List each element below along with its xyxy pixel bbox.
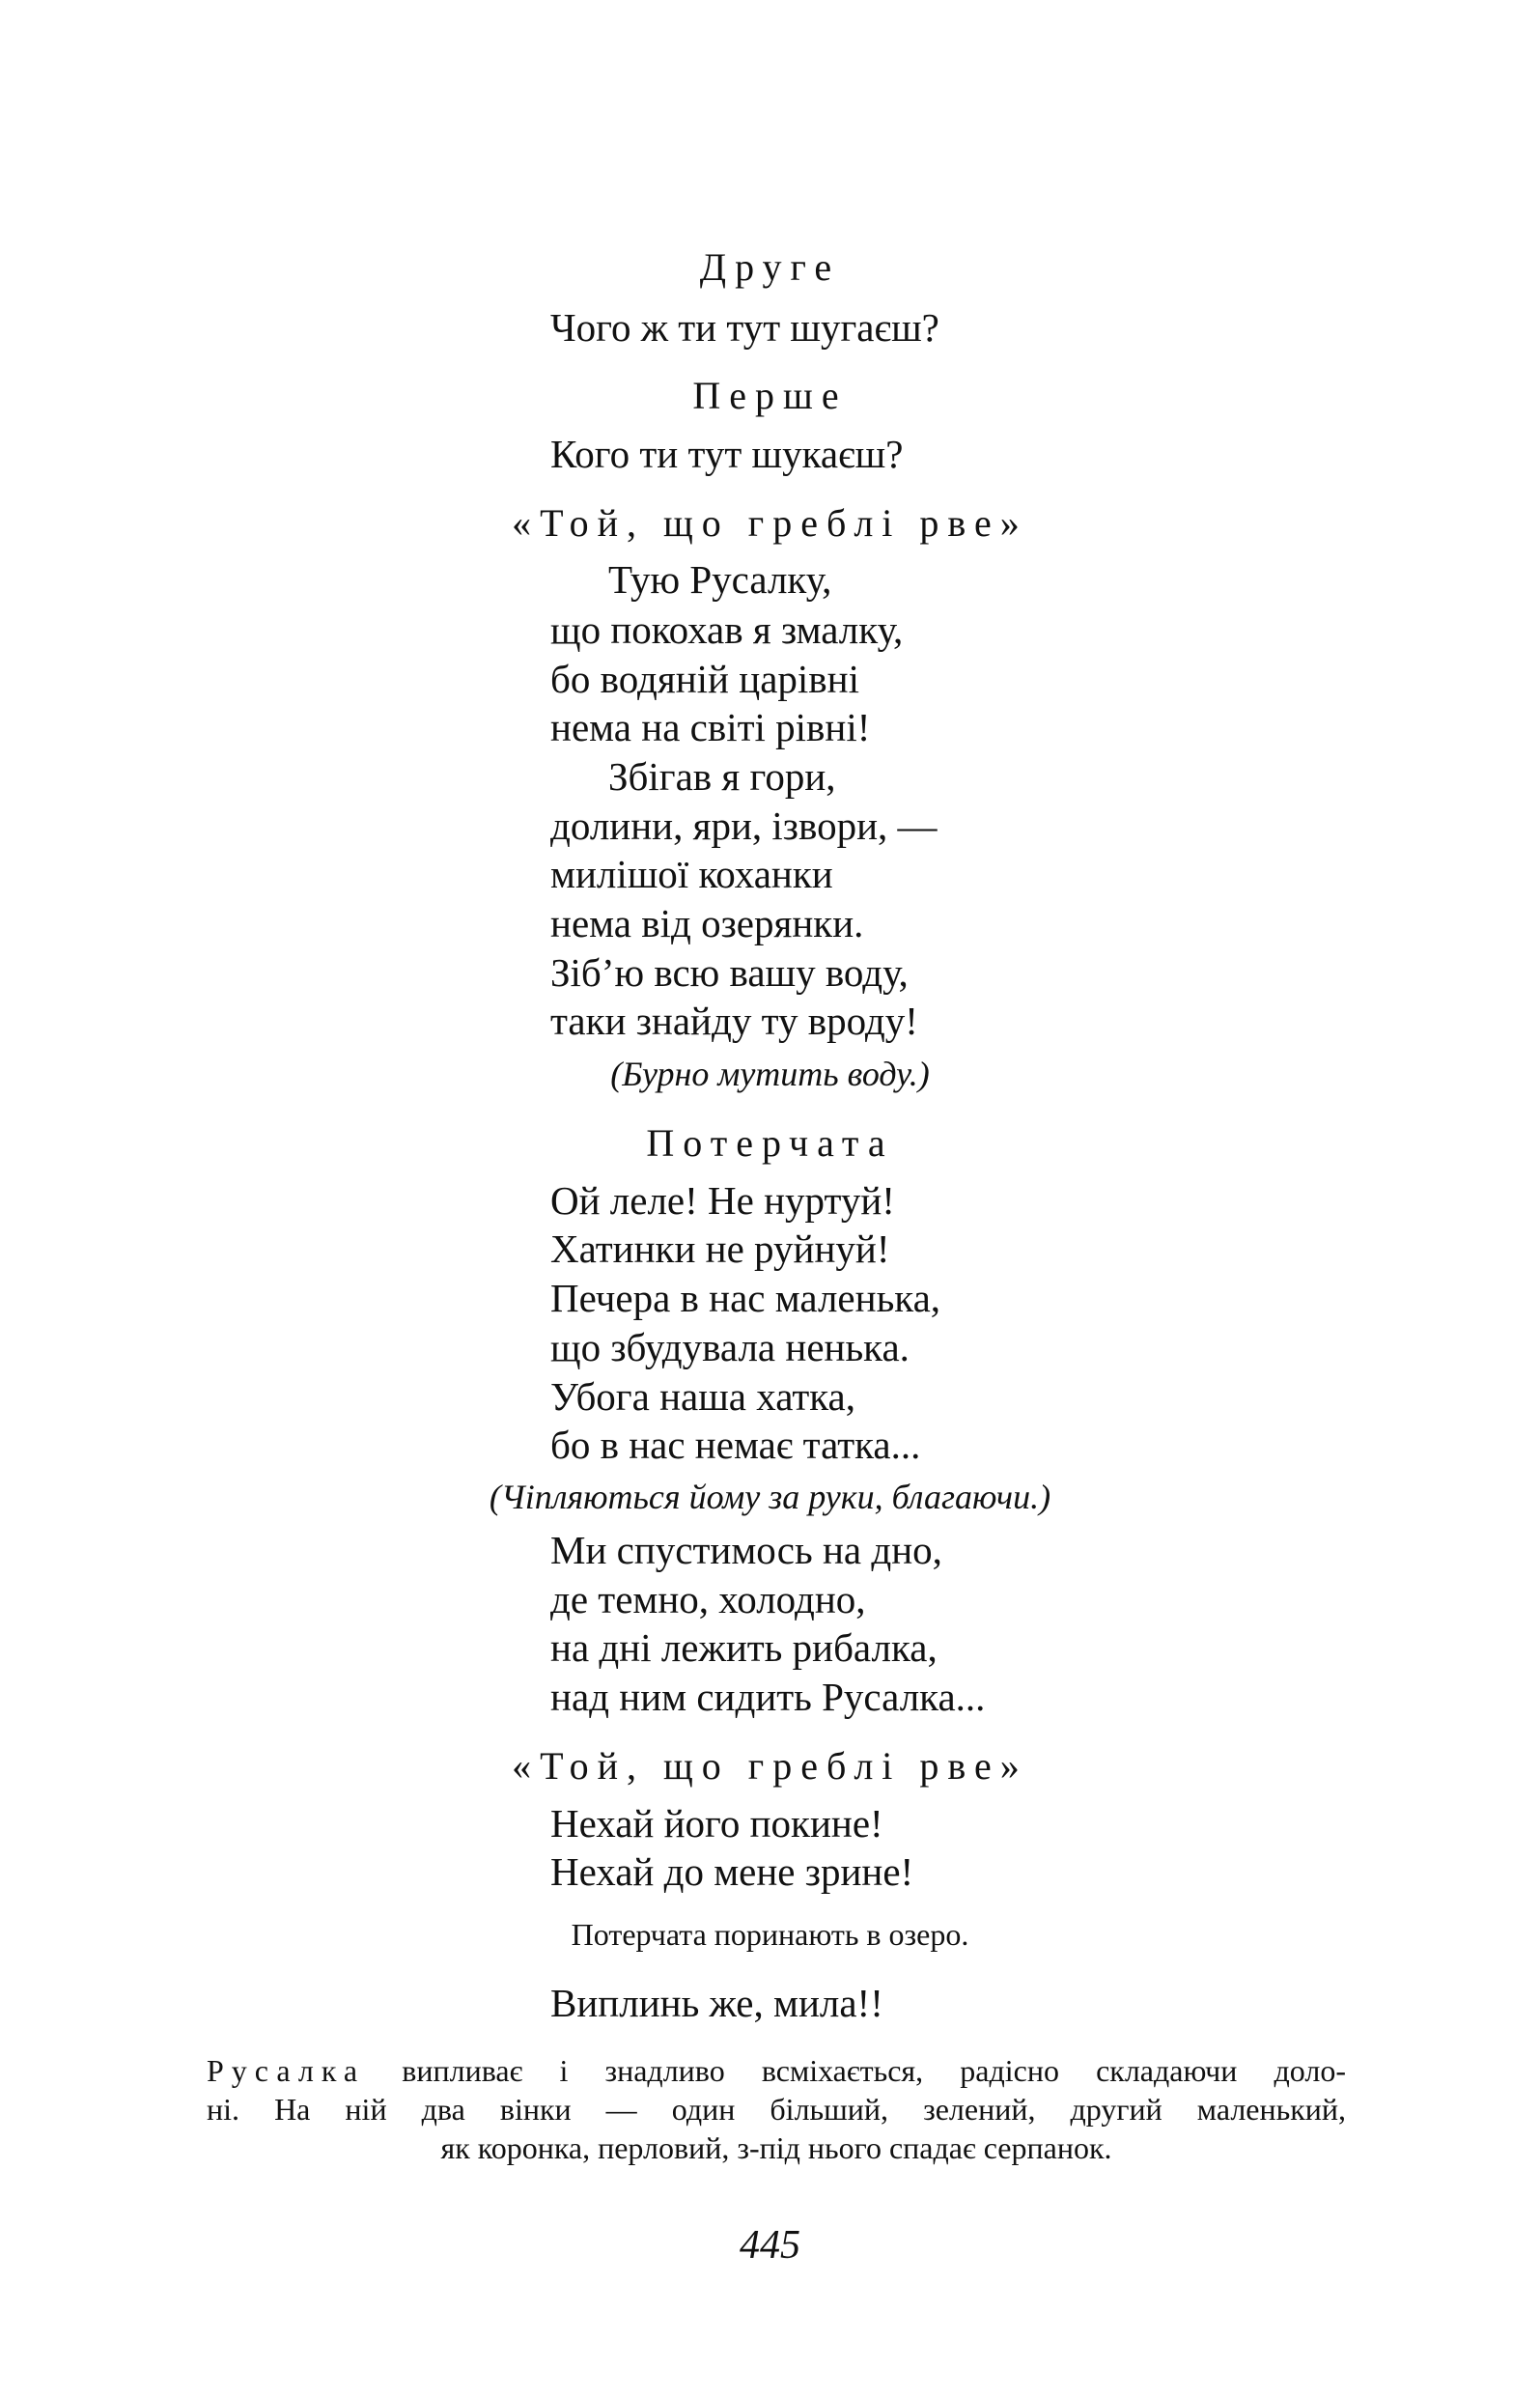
verse-line: Кого ти тут шукаєш? — [550, 432, 904, 476]
stage-paragraph-line: як коронка, перловий, з-під нього спадає серпанок. — [440, 2130, 1112, 2165]
verse-line: Виплинь же, мила!! — [550, 1981, 883, 2025]
stage-direction: (Бурно мутить воду.) — [610, 1055, 930, 1093]
stage-direction: (Чіпляються йому за руки, благаючи.) — [489, 1478, 1051, 1516]
verse-line: Нехай його покине! — [550, 1801, 883, 1846]
verse-line: Убога наша хатка, — [550, 1374, 855, 1419]
speaker-poterchata: Потерчата — [646, 1121, 894, 1165]
verse-line: Печера в нас маленька, — [550, 1276, 941, 1320]
verse-line: Нехай до мене зрине! — [550, 1849, 914, 1894]
verse-line: Ми спустимось на дно, — [550, 1528, 942, 1572]
verse-line: бо в нас немає татка... — [550, 1423, 921, 1467]
verse-line: що покохав я змалку, — [550, 607, 904, 652]
verse-line: бо водяній царівні — [550, 657, 859, 701]
stage-paragraph — [207, 2051, 1346, 2167]
speaker-toi-shcho-hrebli-rve: «Той, що греблі рве» — [512, 1744, 1028, 1788]
verse-line: нема на світі рівні! — [550, 705, 871, 749]
verse-line: Хатинки не руйнуй! — [550, 1226, 890, 1271]
stage-text: випливає і знадливо всміхається, радісно складаючи доло- — [365, 2053, 1346, 2088]
verse-line: над ним сидить Русалка... — [550, 1675, 986, 1719]
speaker-toi-shcho-hrebli-rve: «Той, що греблі рве» — [512, 501, 1028, 545]
stage-paragraph-line — [207, 2051, 1346, 2090]
stage-note: Потерчата поринають в озеро. — [571, 1917, 969, 1952]
verse-line: нема від озерянки. — [550, 901, 864, 945]
page-number: 445 — [740, 2223, 800, 2268]
verse-line: Чого ж ти тут шугаєш? — [550, 305, 939, 350]
stage-paragraph-line: ні. На ній два вінки — один більший, зелений, другий маленький, — [207, 2092, 1346, 2127]
character-name: Русалка — [207, 2053, 366, 2088]
verse-line: Зіб’ю всю вашу воду, — [550, 950, 909, 995]
speaker-pershe: Перше — [692, 374, 848, 417]
verse-line: Ой леле! Не нуртуй! — [550, 1178, 895, 1223]
verse-line: на дні лежить рибалка, — [550, 1625, 938, 1670]
verse-line: таки знайду ту вроду! — [550, 999, 918, 1043]
verse-line: де темно, холодно, — [550, 1577, 866, 1621]
verse-line: милішої коханки — [550, 852, 833, 896]
verse-line: Тую Русалку, — [608, 557, 832, 602]
speaker-druhe: Друге — [699, 245, 841, 289]
verse-line: Збігав я гори, — [608, 754, 836, 799]
verse-line: що збудувала ненька. — [550, 1325, 910, 1369]
verse-line: долини, яри, ізвори, — — [550, 803, 938, 848]
